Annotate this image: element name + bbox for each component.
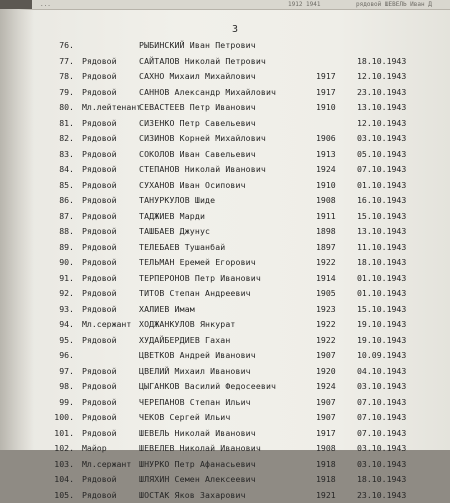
list-item	[0, 116, 450, 132]
row-number: 78.	[48, 69, 74, 85]
row-name: ТЕЛЕБАЕВ Тушанбай	[139, 240, 225, 256]
row-date: 01.10.1943	[357, 178, 406, 194]
row-number: 96.	[48, 348, 74, 364]
row-birth-year: 1911	[316, 209, 336, 225]
row-date: 19.10.1943	[357, 317, 406, 333]
row-name: ХОДЖАНКУЛОВ Янкурат	[139, 317, 236, 333]
row-date: 12.10.1943	[357, 69, 406, 85]
row-name: ЧЕРЕПАНОВ Степан Ильич	[139, 395, 251, 411]
row-number: 79.	[48, 85, 74, 101]
row-name: СОКОЛОВ Иван Савельевич	[139, 147, 256, 163]
row-birth-year: 1910	[316, 100, 336, 116]
row-rank: Рядовой	[82, 472, 117, 488]
strip-left-text: ...	[40, 0, 51, 9]
row-name: ЦЫГАНКОВ Василий Федосеевич	[139, 379, 276, 395]
row-date: 01.10.1943	[357, 286, 406, 302]
list-item	[0, 69, 450, 85]
row-birth-year: 1920	[316, 364, 336, 380]
list-item	[0, 178, 450, 194]
row-date: 03.10.1943	[357, 131, 406, 147]
row-name: ШЕВЕЛЬ Николай Иванович	[139, 426, 256, 442]
row-number: 91.	[48, 271, 74, 287]
row-name: ЦВЕТКОВ Андрей Иванович	[139, 348, 256, 364]
row-name: ТЕРПЕРОНОВ Петр Иванович	[139, 271, 261, 287]
row-birth-year: 1924	[316, 379, 336, 395]
list-item	[0, 54, 450, 70]
list-item	[0, 224, 450, 240]
row-date: 15.10.1943	[357, 209, 406, 225]
row-date: 03.10.1943	[357, 379, 406, 395]
row-date: 15.10.1943	[357, 302, 406, 318]
row-birth-year: 1918	[316, 472, 336, 488]
list-item	[0, 271, 450, 287]
row-rank: Рядовой	[82, 193, 117, 209]
row-birth-year: 1924	[316, 162, 336, 178]
list-item	[0, 472, 450, 488]
row-date: 07.10.1943	[357, 162, 406, 178]
row-name: ЦВЕЛИЙ Михаил Иванович	[139, 364, 251, 380]
row-number: 103.	[48, 457, 74, 473]
list-item	[0, 395, 450, 411]
row-name: ШНУРКО Петр Афанасьевич	[139, 457, 256, 473]
row-date: 13.10.1943	[357, 224, 406, 240]
list-item	[0, 147, 450, 163]
row-number: 82.	[48, 131, 74, 147]
row-date: 07.10.1943	[357, 426, 406, 442]
row-birth-year: 1917	[316, 85, 336, 101]
row-name: ТИТОВ Степан Андреевич	[139, 286, 251, 302]
row-rank: Рядовой	[82, 426, 117, 442]
list-item	[0, 488, 450, 503]
row-rank: Рядовой	[82, 178, 117, 194]
row-date: 13.10.1943	[357, 100, 406, 116]
row-birth-year: 1922	[316, 333, 336, 349]
row-rank: Мл.сержант	[82, 457, 131, 473]
row-date: 16.10.1943	[357, 193, 406, 209]
row-name: ШЕВЕЛЕВ Николай Иванович	[139, 441, 261, 457]
row-name: ЧЕКОВ Сергей Ильич	[139, 410, 230, 426]
row-birth-year: 1907	[316, 410, 336, 426]
row-birth-year: 1917	[316, 69, 336, 85]
list-item	[0, 85, 450, 101]
list-item	[0, 131, 450, 147]
row-rank: Рядовой	[82, 240, 117, 256]
row-number: 99.	[48, 395, 74, 411]
list-item	[0, 286, 450, 302]
strip-right-text: рядовой ШЕВЕЛЬ Иван Д	[356, 0, 432, 9]
list-item	[0, 317, 450, 333]
row-name: САННОВ Александр Михайлович	[139, 85, 276, 101]
row-rank: Рядовой	[82, 116, 117, 132]
row-date: 07.10.1943	[357, 395, 406, 411]
row-number: 105.	[48, 488, 74, 503]
list-item	[0, 162, 450, 178]
row-number: 87.	[48, 209, 74, 225]
row-rank: Рядовой	[82, 209, 117, 225]
row-birth-year: 1908	[316, 441, 336, 457]
list-item	[0, 364, 450, 380]
row-number: 93.	[48, 302, 74, 318]
binding-shadow-top	[0, 0, 32, 9]
row-number: 76.	[48, 38, 74, 54]
row-name: САХНО Михаил Михайлович	[139, 69, 256, 85]
row-rank: Рядовой	[82, 286, 117, 302]
row-number: 104.	[48, 472, 74, 488]
list-item	[0, 441, 450, 457]
row-number: 77.	[48, 54, 74, 70]
row-birth-year: 1917	[316, 426, 336, 442]
row-number: 101.	[48, 426, 74, 442]
row-date: 18.10.1943	[357, 255, 406, 271]
list-item	[0, 240, 450, 256]
row-rank: Рядовой	[82, 395, 117, 411]
row-birth-year: 1907	[316, 395, 336, 411]
row-rank: Рядовой	[82, 131, 117, 147]
row-date: 18.10.1943	[357, 54, 406, 70]
row-date: 23.10.1943	[357, 488, 406, 503]
row-rank: Рядовой	[82, 54, 117, 70]
underlying-page-strip	[0, 0, 450, 10]
row-date: 18.10.1943	[357, 472, 406, 488]
row-birth-year: 1897	[316, 240, 336, 256]
row-number: 85.	[48, 178, 74, 194]
row-birth-year: 1905	[316, 286, 336, 302]
row-name: ХАЛИЕВ Имам	[139, 302, 195, 318]
row-number: 80.	[48, 100, 74, 116]
row-rank: Рядовой	[82, 162, 117, 178]
row-date: 12.10.1943	[357, 116, 406, 132]
row-date: 03.10.1943	[357, 441, 406, 457]
row-name: СТЕПАНОВ Николай Иванович	[139, 162, 266, 178]
list-item	[0, 100, 450, 116]
list-item	[0, 457, 450, 473]
row-birth-year: 1922	[316, 317, 336, 333]
row-date: 19.10.1943	[357, 333, 406, 349]
row-date: 05.10.1943	[357, 147, 406, 163]
list-item	[0, 38, 450, 54]
row-rank: Рядовой	[82, 271, 117, 287]
row-rank: Мл.лейтенант	[82, 100, 141, 116]
row-birth-year: 1913	[316, 147, 336, 163]
row-name: САЙТАЛОВ Николай Петрович	[139, 54, 266, 70]
row-birth-year: 1910	[316, 178, 336, 194]
row-birth-year: 1921	[316, 488, 336, 503]
list-item	[0, 348, 450, 364]
row-birth-year: 1908	[316, 193, 336, 209]
row-rank: Рядовой	[82, 379, 117, 395]
list-item	[0, 209, 450, 225]
row-number: 97.	[48, 364, 74, 380]
row-rank: Рядовой	[82, 302, 117, 318]
row-number: 86.	[48, 193, 74, 209]
personnel-list	[0, 38, 450, 503]
row-rank: Рядовой	[82, 69, 117, 85]
row-number: 92.	[48, 286, 74, 302]
row-birth-year: 1898	[316, 224, 336, 240]
row-name: ТЕЛЬМАН Еремей Егорович	[139, 255, 256, 271]
list-item	[0, 333, 450, 349]
row-name: СЕВАСТЕЕВ Петр Иванович	[139, 100, 256, 116]
row-number: 102.	[48, 441, 74, 457]
row-rank: Рядовой	[82, 224, 117, 240]
row-name: СИЗИНОВ Корней Михайлович	[139, 131, 266, 147]
list-item	[0, 255, 450, 271]
row-number: 83.	[48, 147, 74, 163]
list-item	[0, 193, 450, 209]
row-number: 94.	[48, 317, 74, 333]
list-item	[0, 379, 450, 395]
row-date: 11.10.1943	[357, 240, 406, 256]
row-name: СИЗЕНКО Петр Савельевич	[139, 116, 256, 132]
row-birth-year: 1914	[316, 271, 336, 287]
row-date: 04.10.1943	[357, 364, 406, 380]
row-number: 84.	[48, 162, 74, 178]
row-birth-year: 1906	[316, 131, 336, 147]
row-rank: Рядовой	[82, 410, 117, 426]
row-rank: Рядовой	[82, 364, 117, 380]
row-rank: Рядовой	[82, 333, 117, 349]
row-name: ШОСТАК Яков Захарович	[139, 488, 246, 503]
row-name: ТАШБАЕВ Джунус	[139, 224, 210, 240]
row-number: 88.	[48, 224, 74, 240]
row-number: 90.	[48, 255, 74, 271]
list-item	[0, 426, 450, 442]
row-name: ШЛЯХИН Семен Алексеевич	[139, 472, 256, 488]
row-number: 81.	[48, 116, 74, 132]
row-name: РЫБИНСКИЙ Иван Петрович	[139, 38, 256, 54]
row-number: 100.	[48, 410, 74, 426]
page-number: 3	[232, 24, 238, 35]
row-birth-year: 1923	[316, 302, 336, 318]
row-rank: Рядовой	[82, 85, 117, 101]
row-date: 23.10.1943	[357, 85, 406, 101]
row-date: 01.10.1943	[357, 271, 406, 287]
row-rank: Майор	[82, 441, 107, 457]
row-birth-year: 1922	[316, 255, 336, 271]
strip-years: 1912 1941	[288, 0, 321, 9]
row-rank: Рядовой	[82, 147, 117, 163]
row-number: 89.	[48, 240, 74, 256]
row-date: 10.09.1943	[357, 348, 406, 364]
row-rank: Рядовой	[82, 255, 117, 271]
row-rank: Мл.сержант	[82, 317, 131, 333]
row-birth-year: 1918	[316, 457, 336, 473]
list-item	[0, 410, 450, 426]
row-birth-year: 1907	[316, 348, 336, 364]
row-name: ТАНУРКУЛОВ Шиде	[139, 193, 215, 209]
row-name: ТАДЖИЕВ Марди	[139, 209, 205, 225]
list-item	[0, 302, 450, 318]
row-rank: Рядовой	[82, 488, 117, 503]
row-date: 03.10.1943	[357, 457, 406, 473]
row-date: 07.10.1943	[357, 410, 406, 426]
row-name: ХУДАЙБЕРДИЕВ Гахан	[139, 333, 230, 349]
row-name: СУХАНОВ Иван Осипович	[139, 178, 246, 194]
row-number: 98.	[48, 379, 74, 395]
row-number: 95.	[48, 333, 74, 349]
